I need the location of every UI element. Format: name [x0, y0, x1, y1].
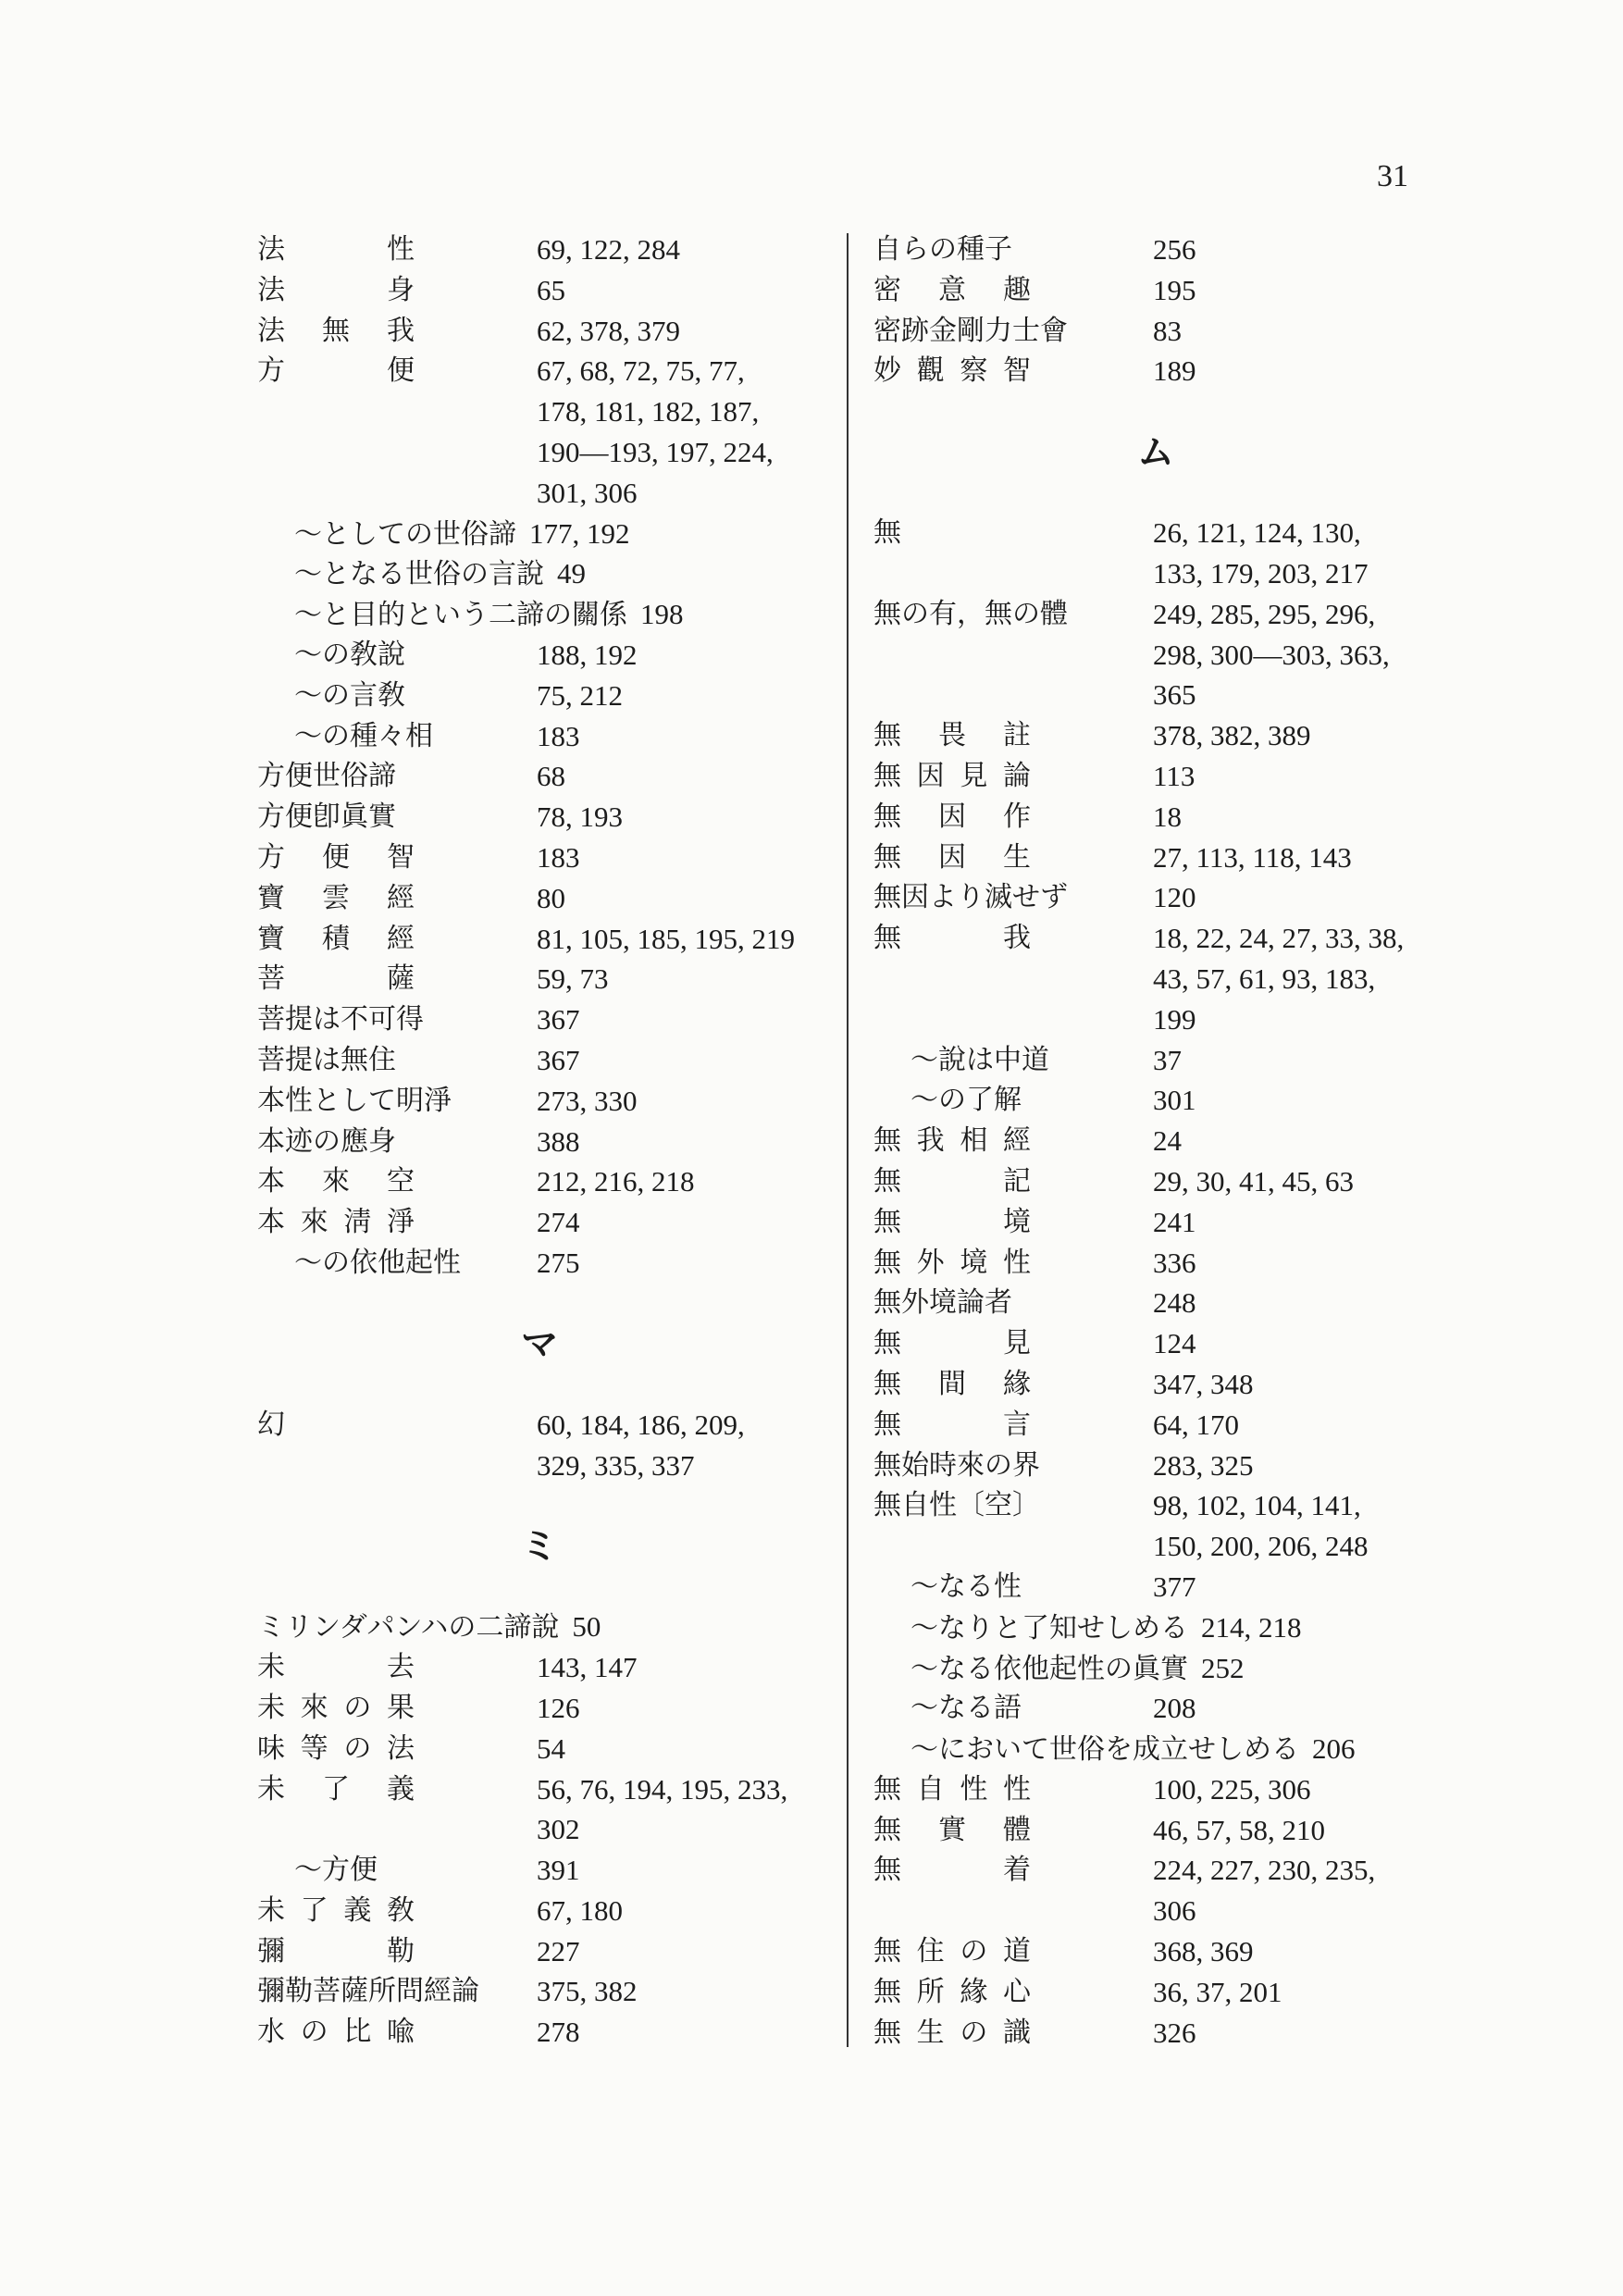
entry-pages: 59, 73	[537, 962, 609, 996]
index-entry	[873, 1323, 1447, 1364]
index-entry	[257, 1607, 831, 1647]
entry-pages: 36, 37, 201	[1153, 1975, 1282, 2008]
entry-pages: 37	[1153, 1043, 1182, 1076]
index-entry	[873, 594, 1447, 635]
entry-term: 無外境論者	[873, 1286, 1012, 1320]
entry-term: 無自性〔空〕	[873, 1489, 1040, 1522]
index-entry	[873, 230, 1447, 270]
index-entry	[873, 1850, 1447, 1891]
entry-pages: 183	[537, 840, 580, 874]
entry-pages: 214, 218	[1201, 1610, 1302, 1644]
entry-pages: 69, 122, 284	[537, 233, 680, 266]
entry-term: 無外境性	[873, 1246, 1031, 1279]
entry-pages: 18, 22, 24, 27, 33, 38,	[1153, 922, 1405, 955]
entry-pages: 302	[537, 1813, 580, 1846]
entry-pages: 67, 68, 72, 75, 77,	[537, 354, 745, 388]
entry-pages: 64, 170	[1153, 1408, 1239, 1441]
entry-term: 幻	[257, 1408, 285, 1441]
index-entry	[257, 1891, 831, 1931]
entry-pages: 78, 193	[537, 800, 623, 834]
entry-term: 無	[873, 516, 901, 550]
index-entry	[257, 1729, 831, 1769]
entry-continuation	[873, 553, 1447, 594]
index-entry	[873, 1567, 1447, 1607]
entry-pages: 367	[537, 1003, 580, 1036]
index-entry	[257, 270, 831, 311]
entry-pages: 298, 300—303, 363,	[1153, 638, 1390, 671]
entry-pages: 46, 57, 58, 210	[1153, 1813, 1325, 1846]
entry-pages: 367	[537, 1043, 580, 1076]
entry-term: 〜說は中道	[911, 1043, 1049, 1076]
index-entry	[873, 1810, 1447, 1851]
entry-term: 無我相經	[873, 1124, 1031, 1158]
index-entry	[257, 1850, 831, 1891]
index-entry	[257, 2012, 831, 2053]
index-entry	[873, 1283, 1447, 1323]
entry-pages: 60, 184, 186, 209,	[537, 1408, 745, 1441]
entry-pages: 124	[1153, 1327, 1196, 1360]
index-entry	[257, 716, 831, 757]
entry-term: 未了義敎	[257, 1893, 415, 1927]
entry-pages: 199	[1153, 1002, 1196, 1036]
entry-term: 無記	[873, 1164, 1031, 1198]
index-entry	[873, 877, 1447, 918]
entry-pages: 306	[1153, 1894, 1196, 1928]
index-entry	[873, 1485, 1447, 1526]
index-entry	[257, 514, 831, 554]
entry-term: 〜となる世俗の言說	[294, 558, 544, 591]
entry-pages: 67, 180	[537, 1893, 623, 1927]
index-entry	[257, 311, 831, 352]
entry-term: 菩提は無住	[257, 1043, 396, 1076]
entry-term: 〜なる依他起性の眞實	[911, 1652, 1188, 1685]
entry-term: 〜なる性	[911, 1570, 1022, 1603]
index-entry	[873, 1405, 1447, 1446]
entry-term: 密意趣	[873, 273, 1031, 306]
entry-pages: 83	[1153, 314, 1182, 347]
entry-term: 菩薩	[257, 962, 415, 996]
index-entry	[873, 918, 1447, 959]
entry-term: 無言	[873, 1408, 1031, 1441]
index-entry	[257, 878, 831, 919]
entry-term: 寶積經	[257, 922, 415, 955]
column-divider	[847, 233, 849, 2047]
entry-pages: 256	[1153, 233, 1196, 266]
index-entry	[873, 1769, 1447, 1810]
entry-pages: 100, 225, 306	[1153, 1772, 1311, 1806]
entry-term: 未了義	[257, 1772, 415, 1806]
entry-pages: 195	[1153, 273, 1196, 306]
index-entry	[257, 1161, 831, 1202]
entry-pages: 24	[1153, 1124, 1182, 1158]
index-entry	[257, 1202, 831, 1243]
entry-pages: 98, 102, 104, 141,	[1153, 1489, 1361, 1522]
index-entry	[873, 715, 1447, 756]
entry-pages: 68	[537, 760, 565, 793]
entry-pages: 27, 113, 118, 143	[1153, 840, 1352, 874]
entry-term: 菩提は不可得	[257, 1003, 424, 1036]
index-column-left	[257, 230, 831, 2053]
entry-term: 本來空	[257, 1165, 415, 1198]
index-entry	[873, 1931, 1447, 1972]
index-entry	[873, 351, 1447, 391]
entry-pages: 188, 192	[537, 638, 638, 671]
index-entry	[257, 919, 831, 960]
index-entry	[257, 1405, 831, 1446]
entry-continuation	[257, 1809, 831, 1850]
entry-pages: 143, 147	[537, 1651, 638, 1684]
entry-term: 無始時來の界	[873, 1448, 1040, 1482]
index-entry	[257, 999, 831, 1040]
index-entry	[873, 1446, 1447, 1486]
index-entry	[873, 1364, 1447, 1405]
index-entry	[873, 1121, 1447, 1161]
entry-term: 〜と目的という二諦の關係	[294, 599, 627, 632]
entry-term: 妙觀察智	[873, 354, 1031, 388]
entry-term: 無間緣	[873, 1367, 1031, 1400]
index-entry	[257, 1971, 831, 2012]
entry-term: 〜なる語	[911, 1692, 1022, 1725]
entry-pages: 133, 179, 203, 217	[1153, 556, 1369, 590]
index-entry	[873, 2013, 1447, 2054]
entry-continuation	[257, 432, 831, 473]
entry-pages: 29, 30, 41, 45, 63	[1153, 1164, 1354, 1198]
index-entry	[257, 594, 831, 635]
entry-term: 未去	[257, 1651, 415, 1684]
entry-pages: 177, 192	[529, 516, 630, 550]
page-number: 31	[1377, 159, 1408, 193]
entry-term: 無境	[873, 1205, 1031, 1238]
entry-continuation	[873, 1526, 1447, 1567]
entry-pages: 190—193, 197, 224,	[537, 435, 774, 468]
entry-term: 無生の識	[873, 2016, 1031, 2049]
index-entry	[873, 838, 1447, 878]
entry-term: 無見	[873, 1327, 1031, 1360]
entry-pages: 365	[1153, 678, 1196, 712]
index-entry	[257, 756, 831, 797]
entry-pages: 273, 330	[537, 1084, 638, 1117]
entry-pages: 150, 200, 206, 248	[1153, 1530, 1369, 1563]
index-entry	[257, 1769, 831, 1810]
entry-term: 無の有，無の體	[873, 597, 1068, 630]
entry-term: 無住の道	[873, 1935, 1031, 1968]
entry-continuation	[873, 999, 1447, 1040]
index-entry	[257, 1931, 831, 1972]
entry-continuation	[873, 959, 1447, 999]
entry-pages: 301, 306	[537, 476, 638, 509]
entry-pages: 189	[1153, 354, 1196, 388]
entry-pages: 329, 335, 337	[537, 1448, 695, 1482]
entry-pages: 252	[1201, 1651, 1245, 1684]
index-entry	[873, 1161, 1447, 1202]
entry-pages: 206	[1312, 1732, 1356, 1766]
index-column-right	[873, 230, 1447, 2053]
entry-pages: 198	[640, 598, 684, 631]
entry-term: 方便智	[257, 840, 415, 874]
entry-term: 方便世俗諦	[257, 760, 396, 793]
entry-term: 〜方便	[294, 1854, 378, 1887]
index-entry	[873, 1648, 1447, 1689]
entry-pages: 368, 369	[1153, 1935, 1254, 1968]
entry-term: 密跡金剛力士會	[873, 314, 1068, 347]
entry-pages: 301	[1153, 1084, 1196, 1117]
entry-continuation	[257, 1446, 831, 1486]
index-entry	[873, 1080, 1447, 1121]
index-entry	[873, 1972, 1447, 2013]
index-entry	[873, 311, 1447, 352]
entry-pages: 18	[1153, 800, 1182, 833]
entry-pages: 208	[1153, 1692, 1196, 1725]
entry-term: 方便卽眞實	[257, 800, 396, 834]
entry-term: 〜の言敎	[294, 678, 405, 712]
entry-term: 本來淸淨	[257, 1206, 415, 1239]
section-heading: ム	[1137, 430, 1174, 475]
entry-term: 無所緣心	[873, 1975, 1031, 2008]
entry-term: 本性として明淨	[257, 1084, 452, 1117]
entry-term: 〜なりと了知せしめる	[911, 1611, 1188, 1644]
entry-pages: 126	[537, 1691, 580, 1724]
entry-pages: 183	[537, 719, 580, 752]
index-entry	[873, 1243, 1447, 1284]
entry-term: 無着	[873, 1854, 1031, 1887]
index-entry	[257, 1688, 831, 1729]
entry-term: 彌勒	[257, 1934, 415, 1967]
index-entry	[257, 797, 831, 838]
entry-pages: 326	[1153, 2016, 1196, 2049]
entry-term: 〜の種々相	[294, 719, 433, 752]
entry-pages: 62, 378, 379	[537, 314, 680, 347]
entry-pages: 212, 216, 218	[537, 1165, 695, 1198]
entry-pages: 227	[537, 1934, 580, 1967]
entry-term: 未來の果	[257, 1691, 415, 1724]
entry-pages: 336	[1153, 1246, 1196, 1279]
index-entry	[873, 270, 1447, 311]
entry-term: 法身	[257, 273, 415, 306]
entry-pages: 50	[572, 1610, 601, 1644]
entry-continuation	[873, 635, 1447, 676]
entry-term: 無因作	[873, 800, 1031, 833]
entry-pages: 43, 57, 61, 93, 183,	[1153, 962, 1376, 995]
entry-term: 〜において世俗を成立せしめる	[911, 1733, 1299, 1767]
index-entry	[873, 1040, 1447, 1081]
entry-pages: 347, 348	[1153, 1367, 1254, 1400]
entry-pages: 283, 325	[1153, 1448, 1254, 1482]
entry-continuation	[873, 1891, 1447, 1931]
entry-term: 方便	[257, 354, 415, 388]
index-entry	[257, 1040, 831, 1081]
index-entry	[873, 756, 1447, 797]
entry-term: 味等の法	[257, 1731, 415, 1765]
entry-term: 〜としての世俗諦	[294, 517, 516, 551]
entry-pages: 377	[1153, 1570, 1196, 1603]
entry-pages: 224, 227, 230, 235,	[1153, 1854, 1376, 1887]
entry-term: 無因生	[873, 840, 1031, 874]
entry-term: 無因見論	[873, 759, 1031, 792]
index-entry	[873, 1607, 1447, 1648]
entry-term: 寶雲經	[257, 881, 415, 914]
entry-term: 〜の依他起性	[294, 1246, 461, 1279]
section-heading: マ	[521, 1322, 558, 1366]
entry-term: 法無我	[257, 314, 415, 347]
entry-pages: 178, 181, 182, 187,	[537, 395, 760, 428]
entry-pages: 248	[1153, 1286, 1196, 1320]
index-entry	[873, 1202, 1447, 1243]
entry-term: 無因より滅せず	[873, 881, 1068, 914]
index-entry	[873, 1688, 1447, 1729]
index-entry	[257, 838, 831, 878]
entry-term: 自らの種子	[873, 233, 1012, 266]
entry-pages: 54	[537, 1731, 565, 1765]
index-entry	[257, 635, 831, 676]
entry-pages: 249, 285, 295, 296,	[1153, 597, 1376, 630]
entry-term: 水の比喩	[257, 2016, 415, 2049]
entry-pages: 388	[537, 1124, 580, 1158]
index-entry	[257, 1243, 831, 1284]
entry-term: 無我	[873, 922, 1031, 955]
index-entry	[257, 351, 831, 391]
entry-term: 本迹の應身	[257, 1124, 396, 1158]
entry-pages: 113	[1153, 759, 1196, 792]
entry-pages: 274	[537, 1206, 580, 1239]
entry-pages: 375, 382	[537, 1975, 638, 2008]
entry-pages: 275	[537, 1246, 580, 1279]
entry-term: 無實體	[873, 1813, 1031, 1846]
entry-pages: 56, 76, 194, 195, 233,	[537, 1772, 788, 1806]
entry-term: ミリンダパンハの二諦說	[257, 1611, 560, 1644]
entry-pages: 26, 121, 124, 130,	[1153, 516, 1361, 550]
entry-term: 〜の了解	[911, 1084, 1022, 1117]
entry-pages: 65	[537, 273, 565, 306]
entry-pages: 391	[537, 1854, 580, 1887]
entry-term: 法性	[257, 233, 415, 266]
entry-term: 無畏註	[873, 719, 1031, 752]
index-entry	[257, 553, 831, 594]
entry-continuation	[257, 391, 831, 432]
entry-pages: 278	[537, 2016, 580, 2049]
entry-pages: 81, 105, 185, 195, 219	[537, 922, 795, 955]
entry-pages: 80	[537, 881, 565, 914]
entry-pages: 378, 382, 389	[1153, 719, 1311, 752]
entry-continuation	[873, 675, 1447, 715]
entry-pages: 49	[557, 557, 586, 590]
section-heading: ミ	[521, 1524, 558, 1569]
entry-term: 無自性性	[873, 1772, 1031, 1806]
entry-continuation	[257, 473, 831, 514]
index-entry	[873, 1729, 1447, 1769]
entry-pages: 120	[1153, 881, 1196, 914]
index-entry	[257, 230, 831, 270]
entry-pages: 75, 212	[537, 678, 623, 712]
index-entry	[257, 1081, 831, 1122]
entry-pages: 241	[1153, 1205, 1196, 1238]
index-entry	[873, 513, 1447, 553]
entry-term: 彌勒菩薩所問經論	[257, 1975, 479, 2008]
index-entry	[257, 959, 831, 999]
index-entry	[257, 676, 831, 716]
entry-term: 〜の敎說	[294, 638, 405, 671]
index-entry	[257, 1647, 831, 1688]
index-entry	[257, 1122, 831, 1162]
index-entry	[873, 797, 1447, 838]
